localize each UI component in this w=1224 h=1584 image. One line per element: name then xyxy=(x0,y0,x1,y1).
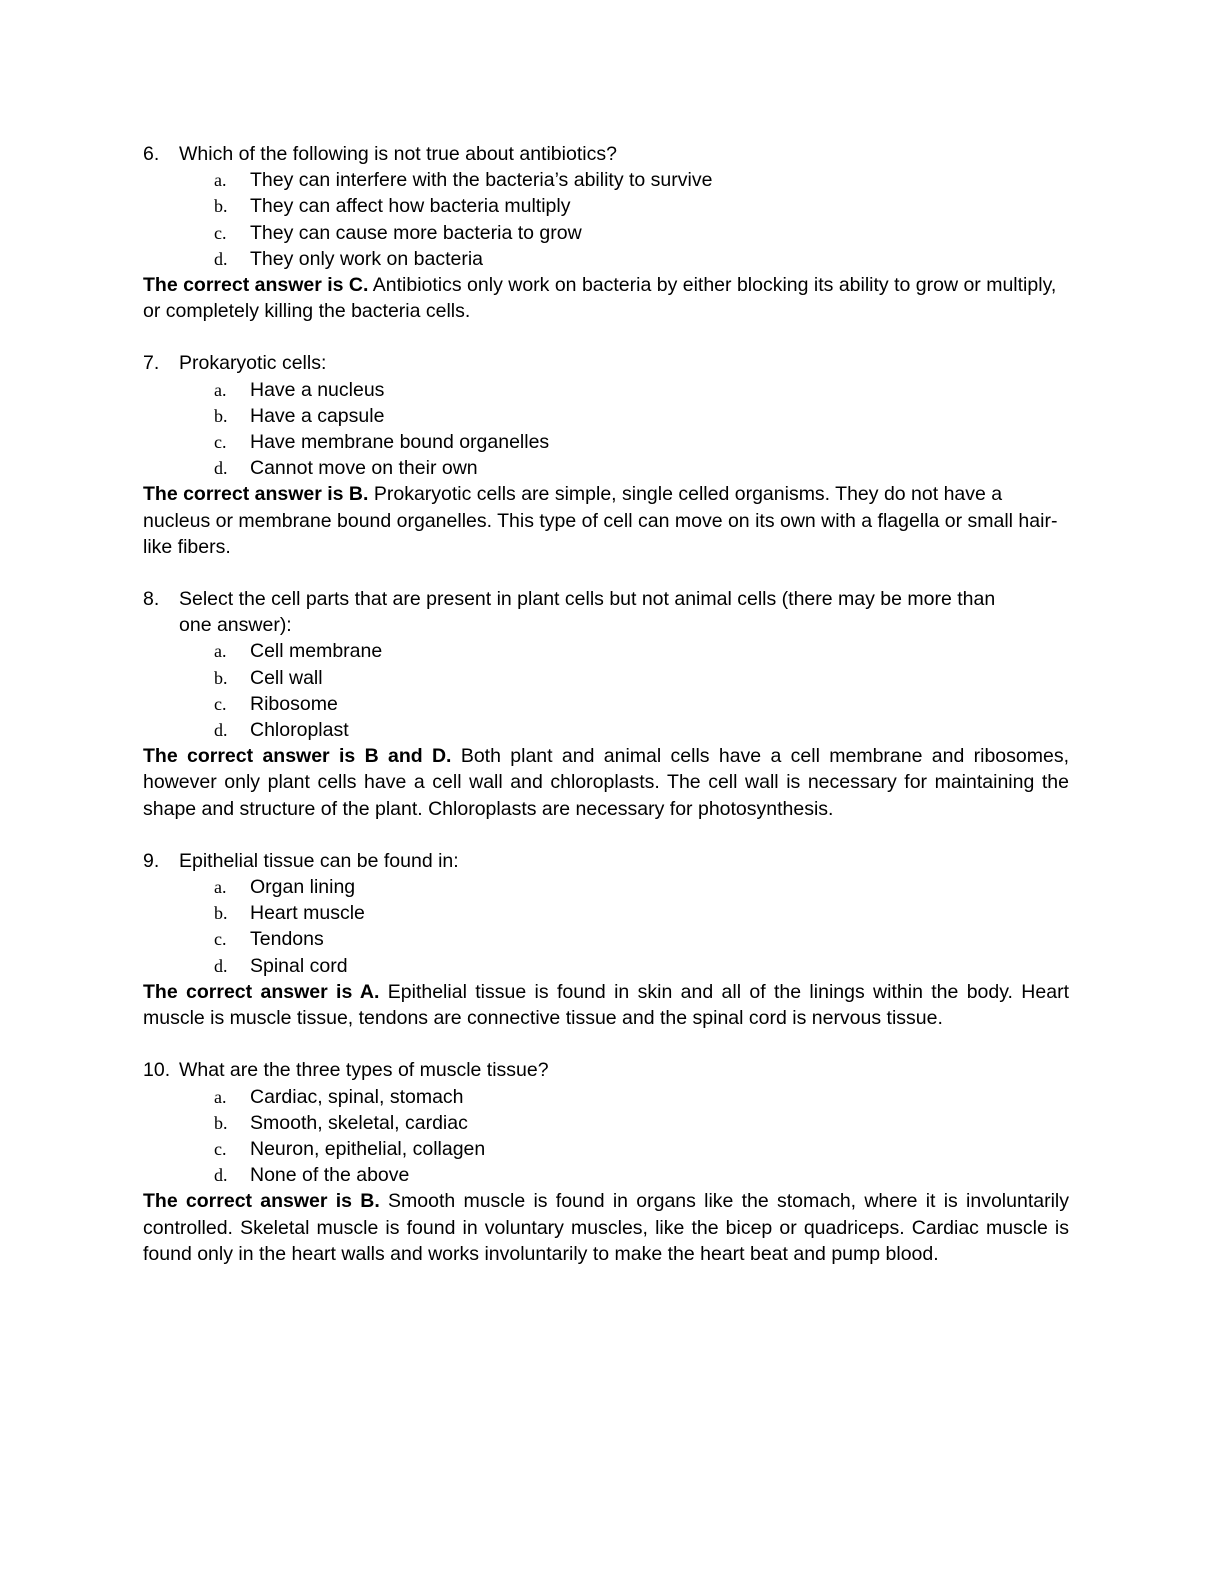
option-text: Organ lining xyxy=(250,876,356,899)
option-letter: c. xyxy=(214,693,227,714)
question-text: Prokaryotic cells: xyxy=(179,352,327,375)
option-letter: a. xyxy=(214,877,227,898)
option-d xyxy=(143,246,1069,272)
option-text: Smooth, skeletal, cardiac xyxy=(250,1111,468,1134)
option-text: Tendons xyxy=(250,928,324,951)
answer-explanation xyxy=(143,272,1069,324)
option-text: They can interfere with the bacteria’s ability to survive xyxy=(250,169,713,192)
option-list xyxy=(143,638,1069,743)
option-text: Ribosome xyxy=(250,692,338,715)
option-text: Chloroplast xyxy=(250,719,349,742)
question-7 xyxy=(143,350,1069,560)
option-letter: b. xyxy=(214,1112,228,1133)
option-letter: c. xyxy=(214,1138,227,1159)
option-letter: d. xyxy=(214,1165,228,1186)
option-letter: a. xyxy=(214,379,227,400)
answer-explanation xyxy=(143,743,1069,822)
option-text: Have a capsule xyxy=(250,404,385,427)
question-number: 8. xyxy=(143,588,160,611)
option-text: Spinal cord xyxy=(250,954,348,977)
option-text: They can cause more bacteria to grow xyxy=(250,221,582,244)
option-letter: d. xyxy=(214,248,228,269)
question-line xyxy=(143,141,1069,167)
question-line xyxy=(143,586,1069,638)
question-number: 6. xyxy=(143,143,160,165)
option-c xyxy=(143,220,1069,246)
option-text: Have membrane bound organelles xyxy=(250,431,550,454)
option-letter: a. xyxy=(214,641,227,662)
option-d xyxy=(143,717,1069,743)
question-number: 7. xyxy=(143,352,160,375)
option-b xyxy=(143,1110,1069,1136)
option-d xyxy=(143,953,1069,979)
option-a xyxy=(143,874,1069,900)
option-list xyxy=(143,167,1069,272)
answer-text: Prokaryotic cells are simple, single celled organisms. They do not have a nucleus or membrane bound organelles. This type of cell can move on its own with a flagella or small hair-like fibers. xyxy=(143,483,1058,558)
option-d xyxy=(143,455,1069,481)
question-line xyxy=(143,1057,1069,1083)
answer-text: Antibiotics only work on bacteria by either blocking its ability to grow or multiply, or completely killing the bacteria cells. xyxy=(143,274,1057,323)
option-letter: d. xyxy=(214,720,228,741)
answer-text: Epithelial tissue is found in skin and all of the linings within the body. Heart muscle is muscle tissue, tendons are connective tissue and the spinal cord is nervous tissue. xyxy=(143,980,1069,1030)
answer-explanation xyxy=(143,481,1069,560)
option-text: Have a nucleus xyxy=(250,378,385,401)
option-text: Cardiac, spinal, stomach xyxy=(250,1085,464,1108)
answer-text: Smooth muscle is found in organs like the stomach, where it is involuntarily controlled. Skeletal muscle is found in voluntary muscles, like the bicep or quadriceps. Cardiac muscle is found only in the heart walls and works involuntarily to make the heart beat and pump blood. xyxy=(143,1190,1070,1265)
option-text: None of the above xyxy=(250,1164,410,1187)
option-letter: b. xyxy=(214,903,228,924)
option-b xyxy=(143,665,1069,691)
question-6 xyxy=(143,141,1069,324)
option-a xyxy=(143,167,1069,193)
option-text: They can affect how bacteria multiply xyxy=(250,195,571,218)
question-8 xyxy=(143,586,1069,822)
option-letter: b. xyxy=(214,196,228,217)
question-text: What are the three types of muscle tissue? xyxy=(179,1059,549,1082)
question-10 xyxy=(143,1057,1069,1267)
option-letter: a. xyxy=(214,1086,227,1107)
option-c xyxy=(143,926,1069,952)
option-b xyxy=(143,403,1069,429)
option-letter: b. xyxy=(214,667,228,688)
option-list xyxy=(143,1084,1069,1189)
option-letter: c. xyxy=(214,432,227,453)
answer-text: Both plant and animal cells have a cell membrane and ribosomes, however only plant cells have a cell wall and chloroplasts. The cell wall is necessary for maintaining the shape and structure of the plant. Chloroplasts are necessary for photosynthesis. xyxy=(143,745,1070,820)
option-text: Neuron, epithelial, collagen xyxy=(250,1137,486,1160)
option-list xyxy=(143,874,1069,979)
answer-label: The correct answer is B. xyxy=(143,1190,380,1213)
option-c xyxy=(143,429,1069,455)
option-c xyxy=(143,691,1069,717)
option-text: Cannot move on their own xyxy=(250,457,478,480)
option-c xyxy=(143,1136,1069,1162)
option-letter: c. xyxy=(214,929,227,950)
question-number: 9. xyxy=(143,849,160,872)
option-letter: c. xyxy=(214,222,227,243)
option-text: They only work on bacteria xyxy=(250,247,484,270)
answer-label: The correct answer is C. xyxy=(143,274,369,297)
quiz-content xyxy=(143,141,1069,1293)
answer-explanation xyxy=(143,979,1069,1031)
option-letter: a. xyxy=(214,170,227,191)
question-line xyxy=(143,848,1069,874)
question-text: Epithelial tissue can be found in: xyxy=(179,849,459,872)
option-text: Cell wall xyxy=(250,666,323,689)
option-d xyxy=(143,1162,1069,1188)
answer-explanation xyxy=(143,1188,1069,1267)
answer-label: The correct answer is B and D. xyxy=(143,745,452,768)
option-letter: d. xyxy=(214,955,228,976)
question-9 xyxy=(143,848,1069,1031)
option-a xyxy=(143,377,1069,403)
option-a xyxy=(143,1084,1069,1110)
option-b xyxy=(143,900,1069,926)
option-a xyxy=(143,638,1069,664)
option-letter: b. xyxy=(214,405,228,426)
option-text: Heart muscle xyxy=(250,902,365,925)
option-list xyxy=(143,377,1069,482)
answer-label: The correct answer is A. xyxy=(143,980,380,1003)
question-line xyxy=(143,350,1069,376)
option-b xyxy=(143,193,1069,219)
question-text: Which of the following is not true about antibiotics? xyxy=(179,143,617,165)
option-letter: d. xyxy=(214,458,228,479)
answer-label: The correct answer is B. xyxy=(143,483,369,506)
question-number: 10. xyxy=(143,1059,171,1082)
question-text: Select the cell parts that are present in plant cells but not animal cells (there may be more than one answer): xyxy=(179,588,996,637)
option-text: Cell membrane xyxy=(250,640,383,663)
